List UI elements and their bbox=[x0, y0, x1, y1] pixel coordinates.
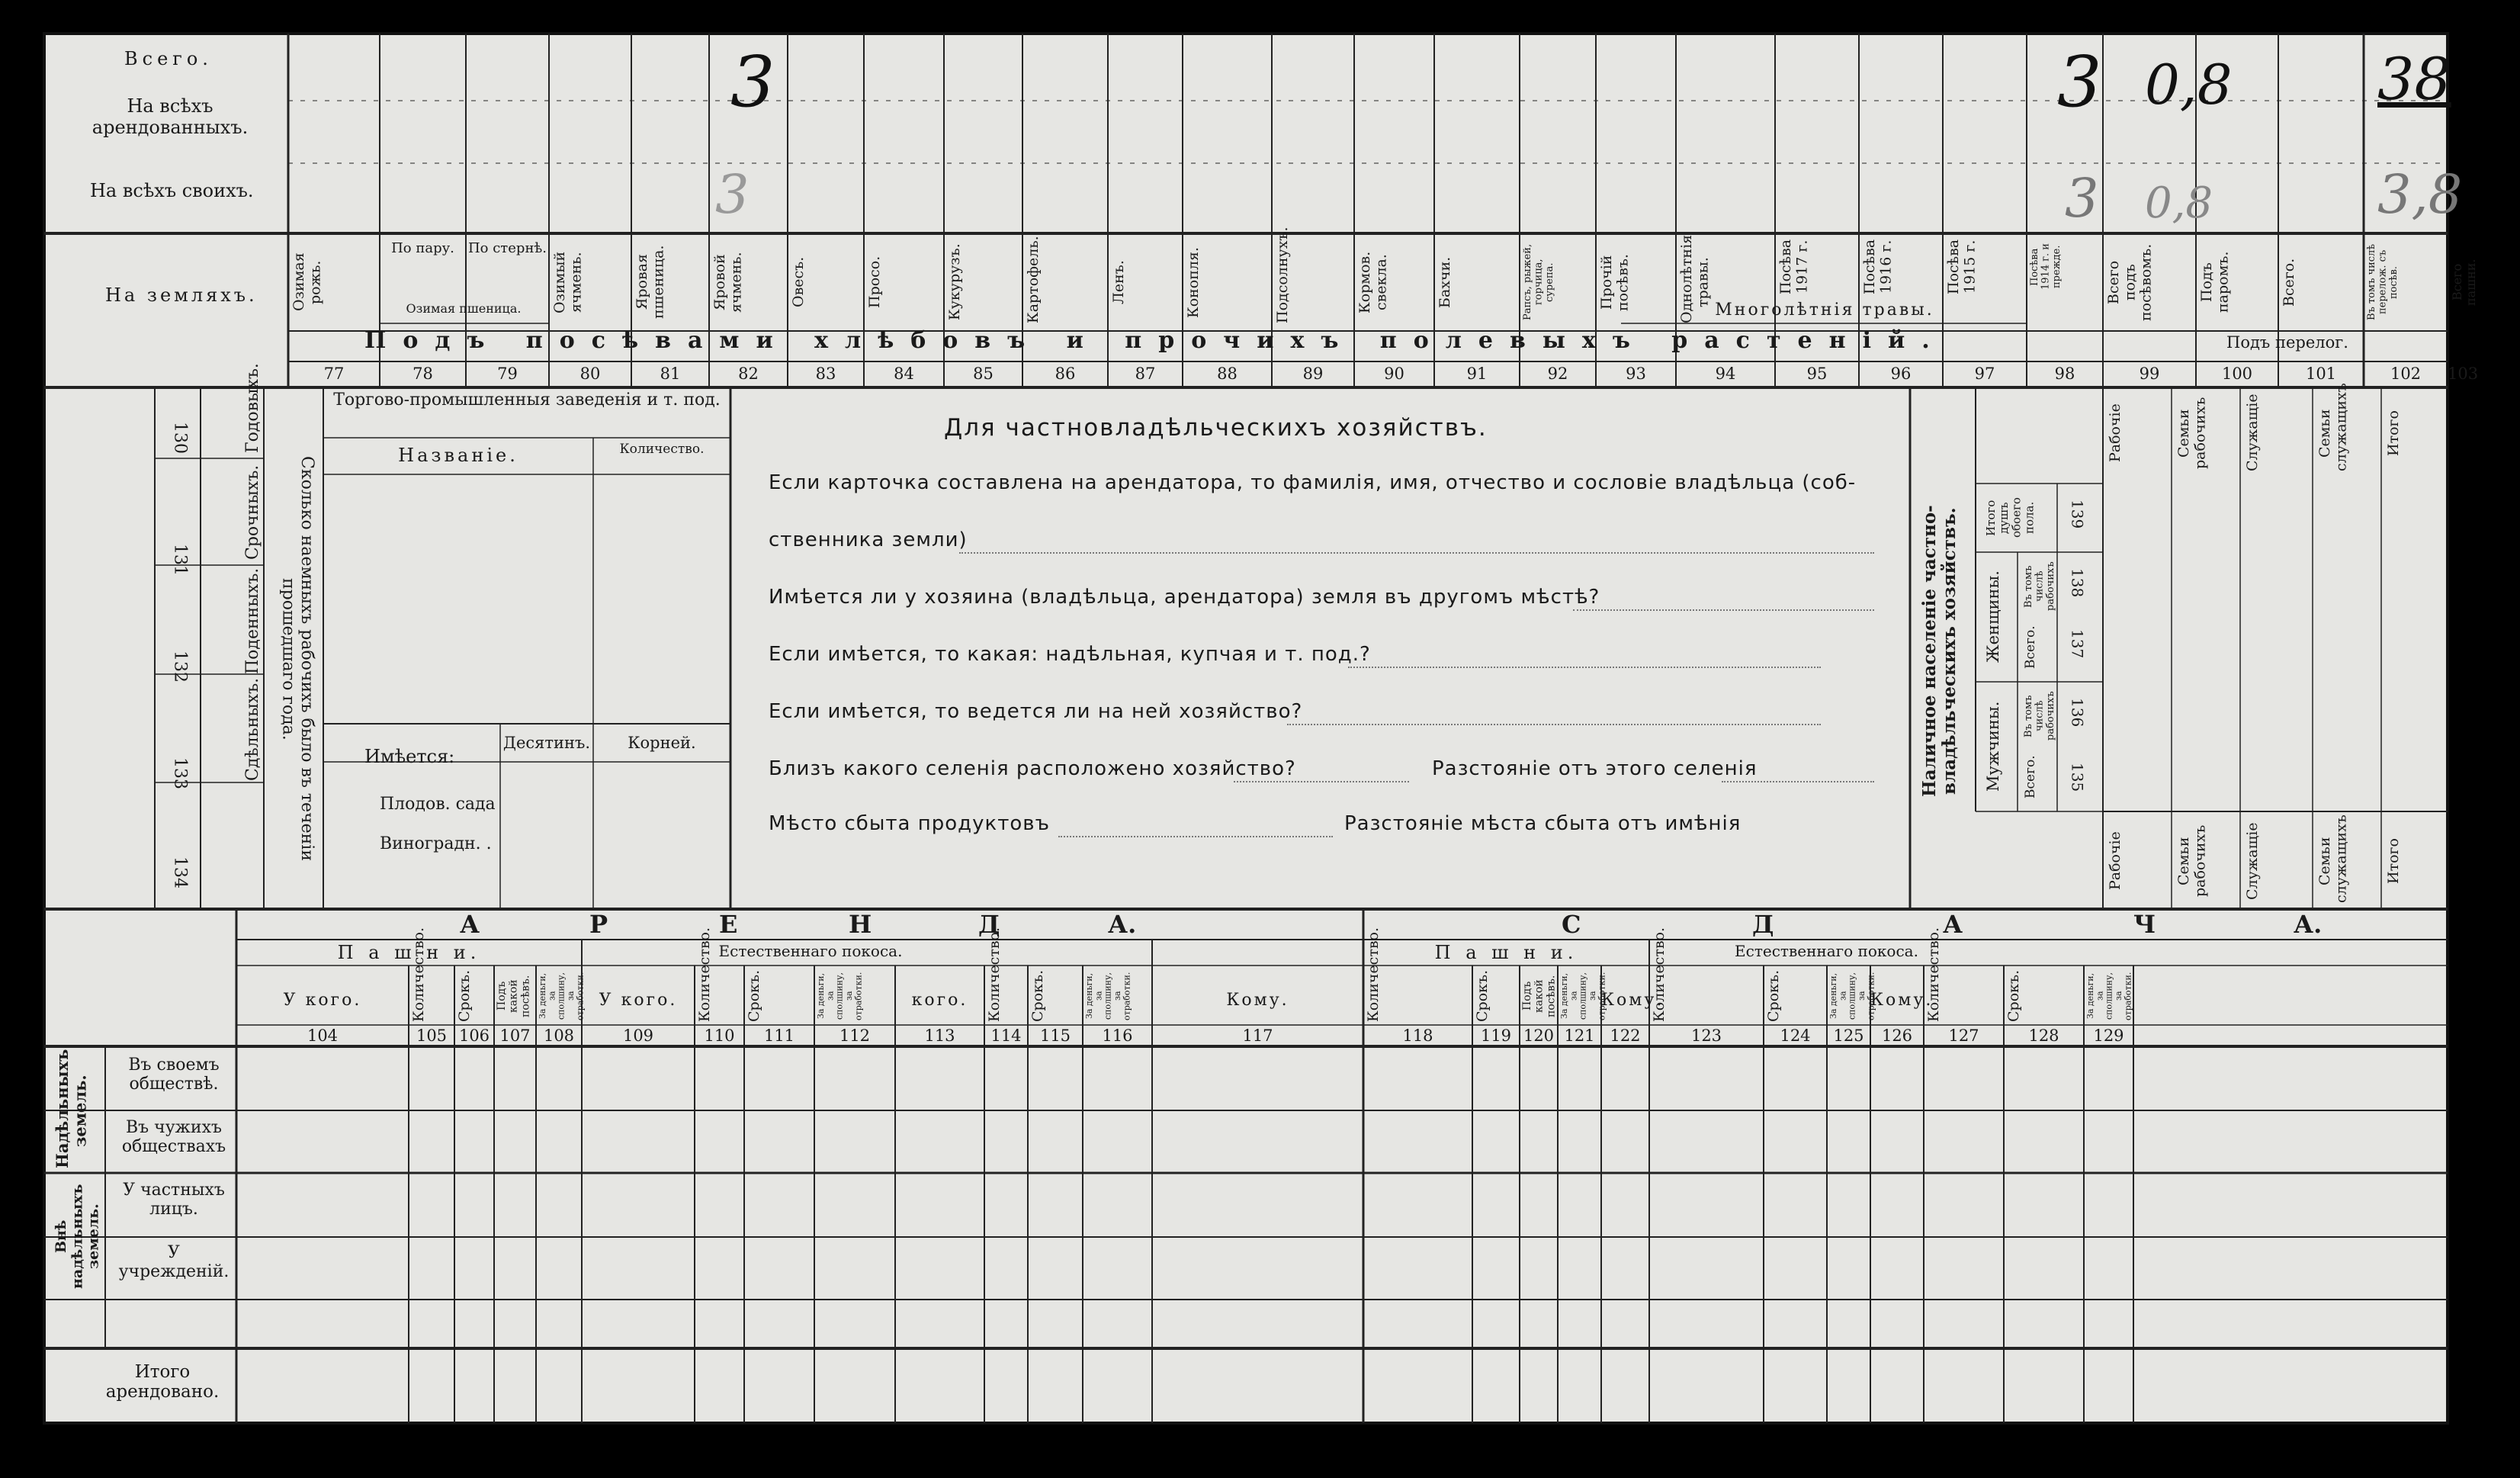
header-103: Всего пашни. bbox=[2450, 259, 2478, 306]
arenda-letter-0: А bbox=[460, 910, 480, 939]
trade-title: Торгово-промышленныя заведенія и т. под. bbox=[333, 390, 721, 410]
row-svoem: Въ своемъ обществѣ. bbox=[128, 1055, 220, 1094]
colnum-82: 82 bbox=[738, 365, 759, 383]
colnum-93: 93 bbox=[1626, 365, 1646, 383]
right-col-top-0: Рабочіе bbox=[2107, 403, 2124, 463]
header-79: По стернѣ. bbox=[467, 240, 547, 256]
form-line-6: Близъ какого селенія расположено хозяйство? bbox=[769, 757, 1296, 780]
arenda-estestv: Естественнаго покоса. bbox=[718, 942, 903, 960]
colnum-77: 77 bbox=[323, 365, 345, 383]
arenda-letter-4: Д bbox=[978, 910, 1000, 939]
label-ne-nadelnyh: Внѣ надѣльныхъ земель. bbox=[53, 1184, 102, 1289]
colnum-78: 78 bbox=[413, 365, 433, 383]
lease-colnum-122: 122 bbox=[1610, 1027, 1641, 1045]
arenda-pashni: П а ш н и. bbox=[337, 942, 481, 963]
header-98: Посѣва 1914 г. и прежде. bbox=[2029, 243, 2063, 291]
num-130: 130 bbox=[170, 422, 190, 454]
lease-colnum-114: 114 bbox=[990, 1027, 1022, 1045]
lease-head-114: Количество. bbox=[986, 927, 1003, 1022]
lease-head-122: Кому. bbox=[1601, 991, 1664, 1010]
row-label-zemlyah: На земляхъ. bbox=[105, 284, 258, 306]
label-podennyh: Поденныхъ. bbox=[243, 567, 262, 674]
lease-colnum-123: 123 bbox=[1690, 1027, 1722, 1045]
sdacha-letter-1: Д bbox=[1752, 910, 1774, 939]
num-132: 132 bbox=[170, 651, 190, 683]
hw-vsego-b: 3 bbox=[2057, 41, 2102, 123]
header-97: Посѣва 1915 г. bbox=[1945, 239, 1979, 295]
colnum-81: 81 bbox=[660, 365, 681, 383]
right-col-top-4: Итого bbox=[2385, 410, 2402, 456]
lease-head-129: За деньги, за сполшину, за отработки. bbox=[2085, 972, 2133, 1020]
right-col-bot-4: Итого bbox=[2385, 838, 2402, 884]
lease-colnum-104: 104 bbox=[307, 1027, 339, 1045]
right-col-top-3: Семьи служащихъ bbox=[2316, 383, 2350, 471]
lease-head-109: У кого. bbox=[599, 991, 678, 1010]
garden-vine-label: Виноградн. . bbox=[380, 834, 492, 853]
row-label-svoih: На всѣхъ своихъ. bbox=[90, 180, 254, 201]
arenda-letter-1: Р bbox=[589, 910, 608, 939]
header-80: Озимый ячмень. bbox=[551, 251, 585, 313]
colnum-94: 94 bbox=[1715, 365, 1736, 383]
sdacha-estestv: Естественнаго покоса. bbox=[1735, 942, 1918, 960]
right-col-bot-2: Служащіе bbox=[2244, 822, 2261, 900]
row-uchrezhdeniy: У учрежденій. bbox=[118, 1243, 230, 1282]
colnum-79: 79 bbox=[497, 365, 518, 383]
num-133: 133 bbox=[170, 757, 190, 789]
form-line-8: Мѣсто сбыта продуктовъ bbox=[769, 812, 1050, 835]
label-sdelnyh: Сдѣльныхъ. bbox=[243, 677, 262, 781]
colnum-100: 100 bbox=[2221, 365, 2253, 383]
label-godovyh: Годовыхъ. bbox=[243, 363, 262, 453]
garden-des-header: Десятинъ. bbox=[502, 734, 591, 752]
pop-men-vsego: Всего. bbox=[2023, 755, 2038, 799]
lease-head-121: За деньги, за сполшину, за отработки. bbox=[1559, 972, 1607, 1020]
arenda-letter-3: Н bbox=[849, 910, 872, 939]
pop-women-vsego: Всего. bbox=[2023, 625, 2038, 670]
lease-colnum-118: 118 bbox=[1402, 1027, 1433, 1045]
garden-korn-header: Корней. bbox=[628, 734, 696, 752]
header-88: Конопля. bbox=[1185, 246, 1202, 318]
lease-head-125: За деньги, за сполшину, за отработки. bbox=[1828, 972, 1876, 1020]
colnum-85: 85 bbox=[973, 365, 994, 383]
num-138: 138 bbox=[2068, 567, 2087, 598]
header-95: Посѣва 1917 г. bbox=[1777, 239, 1811, 295]
lease-colnum-127: 127 bbox=[1948, 1027, 1979, 1045]
row-itogo-arendovano: Итого арендовано. bbox=[105, 1362, 220, 1402]
colnum-80: 80 bbox=[579, 365, 601, 383]
lease-colnum-116: 116 bbox=[1102, 1027, 1133, 1045]
form-line-7: Разстояніе отъ этого селенія bbox=[1432, 757, 1758, 780]
crop-banner: Подъ посѣвами хлѣбовъ и прочихъ полевыхъ растеній. bbox=[364, 327, 1947, 354]
colnum-92: 92 bbox=[1547, 365, 1568, 383]
right-col-top-2: Служащіе bbox=[2244, 394, 2261, 471]
lease-head-105: Количество. bbox=[410, 927, 427, 1022]
lease-head-127: Количество. bbox=[1925, 927, 1942, 1022]
form-line-2: ственника земли) bbox=[769, 529, 968, 551]
num-134: 134 bbox=[170, 856, 190, 888]
colnum-96: 96 bbox=[1890, 365, 1912, 383]
lease-colnum-120: 120 bbox=[1523, 1027, 1555, 1045]
lease-head-124: Срокъ. bbox=[1765, 969, 1782, 1022]
colnum-83: 83 bbox=[815, 365, 836, 383]
header-93: Прочiй посѣвъ. bbox=[1598, 253, 1632, 311]
hw-vsego-c: 0,8 bbox=[2145, 53, 2233, 117]
lease-head-116: За деньги, за сполшину, за отработки. bbox=[1084, 972, 1132, 1020]
lease-head-113: кого. bbox=[911, 991, 968, 1010]
lease-colnum-110: 110 bbox=[704, 1027, 735, 1045]
header-77: Озимая рожь. bbox=[291, 252, 324, 312]
lease-colnum-109: 109 bbox=[622, 1027, 654, 1045]
header-91: Бахчи. bbox=[1437, 256, 1453, 308]
trade-qty-header: Количество. bbox=[619, 442, 705, 457]
lease-head-128: Срокъ. bbox=[2005, 969, 2022, 1022]
lease-head-117: Кому. bbox=[1226, 991, 1289, 1010]
arenda-letter-2: Е bbox=[719, 910, 738, 939]
workers-note: Сколько наемныхъ рабочихъ было въ теченіи прошедшаго года. bbox=[278, 456, 316, 862]
right-col-bot-0: Рабочіе bbox=[2107, 831, 2124, 891]
lease-head-104: У кого. bbox=[283, 991, 362, 1010]
num-139: 139 bbox=[2068, 499, 2087, 529]
lease-head-119: Срокъ. bbox=[1474, 969, 1491, 1022]
colnum-84: 84 bbox=[894, 365, 914, 383]
lease-colnum-125: 125 bbox=[1833, 1027, 1864, 1045]
row-chuzhih: Въ чужихъ обществахъ bbox=[121, 1118, 226, 1157]
lease-colnum-105: 105 bbox=[416, 1027, 448, 1045]
header-96: Посѣва 1916 г. bbox=[1861, 239, 1895, 295]
colnum-88: 88 bbox=[1217, 365, 1238, 383]
census-card: Всего. На всѣхъ арендованныхъ. На всѣхъ своихъ. На земляхъ. Озимая рожь. По пару. По стернѣ. Озимый ячмень. Яровая пшеница. Яровой ячмень. Овесъ. Просо. Кукурузъ. Картофель. Ленъ. Конопля. Подсолнухъ. Кормов. свекла. Бахчи. Рапсъ, рыжей, горчица, сурепа. Прочiй посѣвъ. Однолѣтнія травы. Посѣва 1917 г. Посѣва 1916 г. Посѣва 1915 г. Посѣва 1914 г. и прежде. Всего подъ посѣвомъ. Подъ паромъ. Всего. Въ томъ числѣ перелож. съ посѣв. Всего пашни. 77 78 79 80 81 82 83 84 85 86 87 88 89 90 91 92 93 94 95 96 97 98 99 100 101 102 103 Озимая пшеница. Многолѣтнія травы. Подъ перелог. Подъ посѣвами хлѣбовъ и прочихъ полевыхъ растеній. 3 3 0,8 38 3 3 0,8 3,8 Годовыхъ. Срочныхъ. Поденныхъ. Сдѣльныхъ. 130 131 132 133 134 Сколько наемныхъ рабочихъ было въ теченіи прошедшаго года. Торгово-промышленныя заведенія и т. под. Названіе. Количество. Имѣется: Десятинъ. Корней. Плодов. сада Виноградн. . Для частновладѣльческихъ хозяйствъ. Если карточка составлена на арендатора, то фамилія, имя, отчество и сословіе владѣльца (соб- ственника земли) Имѣется ли у хозяина (владѣльца, арендатора) земля въ другомъ мѣстѣ? Если имѣется, то какая: надѣльная, купчая и т. под.? Если имѣется, то ведется ли на ней хозяйство? Близъ какого селенія расположено хозяйство? Разстояніе отъ этого селенія Мѣсто сбыта продуктовъ Разстояніе мѣста сбыта отъ имѣнія Наличное населеніе частно-владѣльческихъ хозяйствъ. Мужчины. Женщины. Всего. Всего. Въ томъ числѣ рабочихъ Въ томъ числѣ рабочихъ Итого душъ обоего пола. 135 136 137 138 139 Рабочіе Рабочіе Семьи рабочихъ Семьи рабочихъ Служащіе Служащіе Семьи служащихъ Семьи служащихъ Итого Итого А Р Е Н Д А. С Д А Ч А. П а ш н и. Естественнаго покоса. П а ш н и. Естественнаго покоса. У кого. Количество. Срокъ. Подъ какой посѣвъ. За деньги, за сполшину, за отработки. У кого. Количество. Срокъ. За деньги, за сполшину, за отработки. кого. Количество. Срокъ. За деньги, за сполшину, за отработки. Кому. Количество. Срокъ. Подъ какой посѣвъ. За деньги, за сполшину, за отработки. Кому. Количество. Срокъ. За деньги, за сполшину, за отработки. Кому. Количество. Срокъ. За деньги, за сполшину, за отработки. 104 105 106 107 108 109 110 111 112 113 114 115 116 117 118 119 120 121 122 123 124 125 126 127 128 129 Надѣльныхъ земель. Внѣ надѣльныхъ земель. Въ своемъ обществѣ. Въ чужихъ обществахъ У частныхъ лицъ. У учрежденій. Итого арендовано. bbox=[44, 34, 2448, 1423]
garden-has-label: Имѣется: bbox=[364, 746, 455, 767]
lease-colnum-119: 119 bbox=[1480, 1027, 1512, 1045]
num-131: 131 bbox=[170, 544, 190, 576]
colnum-99: 99 bbox=[2139, 365, 2160, 383]
header-81: Яровая пшеница. bbox=[634, 245, 667, 320]
form-line-9: Разстояніе мѣста сбыта отъ имѣнія bbox=[1344, 812, 1742, 835]
row-label-vsego: Всего. bbox=[124, 48, 213, 69]
group-ozimaya: Озимая пшеница. bbox=[406, 301, 522, 316]
colnum-95: 95 bbox=[1806, 365, 1828, 383]
header-82: Яровой ячмень. bbox=[711, 252, 745, 313]
arenda-letter-5: А. bbox=[1108, 910, 1137, 939]
right-col-top-1: Семьи рабочихъ bbox=[2175, 397, 2209, 470]
colnum-86: 86 bbox=[1055, 365, 1076, 383]
header-94: Однолѣтнія травы. bbox=[1678, 234, 1712, 323]
hw-svoi-a: 3 bbox=[715, 163, 750, 226]
header-84: Просо. bbox=[866, 255, 883, 309]
garden-fruit-label: Плодов. сада bbox=[380, 795, 496, 814]
colnum-90: 90 bbox=[1384, 365, 1404, 383]
header-90: Кормов. свекла. bbox=[1356, 251, 1390, 313]
trade-name-header: Названіе. bbox=[398, 445, 518, 466]
lease-head-112: За деньги, за сполшину, за отработки. bbox=[816, 972, 864, 1020]
header-85: Кукурузъ. bbox=[946, 243, 963, 321]
lease-colnum-115: 115 bbox=[1039, 1027, 1071, 1045]
lease-colnum-111: 111 bbox=[763, 1027, 795, 1045]
header-100: Подъ паромъ. bbox=[2198, 251, 2232, 313]
lease-colnum-106: 106 bbox=[458, 1027, 490, 1045]
colnum-101: 101 bbox=[2305, 365, 2337, 383]
group-perelog: Подъ перелог. bbox=[2226, 333, 2348, 352]
lease-colnum-112: 112 bbox=[839, 1027, 871, 1045]
lease-head-120: Подъ какой посѣвъ. bbox=[1521, 975, 1558, 1017]
sdacha-letter-0: С bbox=[1562, 910, 1581, 939]
lease-head-107: Подъ какой посѣвъ. bbox=[496, 975, 532, 1017]
right-col-bot-1: Семьи рабочихъ bbox=[2175, 824, 2209, 898]
num-136: 136 bbox=[2068, 697, 2087, 728]
header-78: По пару. bbox=[391, 240, 454, 256]
lease-colnum-121: 121 bbox=[1564, 1027, 1595, 1045]
hw-vsego-d: 38 bbox=[2377, 45, 2451, 113]
hw-svoi-b: 3 bbox=[2065, 167, 2099, 230]
sdacha-letter-2: А bbox=[1943, 910, 1963, 939]
header-102: Въ томъ числѣ перелож. съ посѣв. bbox=[2366, 243, 2400, 321]
pop-women: Женщины. bbox=[1984, 570, 2002, 663]
pop-itogo: Итого душъ обоего пола. bbox=[1984, 497, 2037, 538]
hw-svoi-c: 0,8 bbox=[2145, 178, 2213, 228]
colnum-97: 97 bbox=[1974, 365, 1995, 383]
lease-head-123: Количество. bbox=[1651, 927, 1668, 1022]
label-srochnyh: Срочныхъ. bbox=[243, 464, 262, 560]
lease-colnum-124: 124 bbox=[1780, 1027, 1811, 1045]
colnum-98: 98 bbox=[2054, 365, 2075, 383]
header-92: Рапсъ, рыжей, горчица, сурепа. bbox=[1522, 243, 1556, 321]
num-137: 137 bbox=[2068, 628, 2087, 659]
form-line-3: Имѣется ли у хозяина (владѣльца, арендатора) земля въ другомъ мѣстѣ? bbox=[769, 586, 1600, 609]
row-label-arendovannyh: На всѣхъ арендованныхъ. bbox=[91, 95, 249, 138]
header-99: Всего подъ посѣвомъ. bbox=[2105, 243, 2155, 321]
lease-head-118: Количество. bbox=[1365, 927, 1382, 1022]
hw-vsego-a: 3 bbox=[730, 41, 775, 123]
sdacha-pashni: П а ш н и. bbox=[1434, 942, 1578, 963]
population-title: Наличное населеніе частно-владѣльческихъ хозяйствъ. bbox=[1919, 505, 1960, 798]
lease-head-115: Срокъ. bbox=[1029, 969, 1046, 1022]
pop-men-rab: Въ томъ числѣ рабочихъ bbox=[2023, 691, 2057, 741]
header-86: Картофель. bbox=[1025, 236, 1042, 323]
form-line-5: Если имѣется, то ведется ли на ней хозяйство? bbox=[769, 700, 1303, 723]
lease-head-111: Срокъ. bbox=[746, 969, 762, 1022]
lease-colnum-113: 113 bbox=[924, 1027, 955, 1045]
lease-head-108: За деньги, за сполшину, за отработки. bbox=[538, 972, 586, 1020]
num-135: 135 bbox=[2068, 762, 2087, 792]
pop-men: Мужчины. bbox=[1984, 701, 2002, 792]
label-nadelnyh: Надѣльныхъ земель. bbox=[53, 1049, 90, 1168]
right-col-bot-3: Семьи служащихъ bbox=[2316, 815, 2350, 903]
lease-colnum-108: 108 bbox=[543, 1027, 575, 1045]
header-89: Подсолнухъ. bbox=[1274, 227, 1291, 323]
form-line-4: Если имѣется, то какая: надѣльная, купчая и т. под.? bbox=[769, 643, 1371, 666]
lease-colnum-129: 129 bbox=[2093, 1027, 2124, 1045]
form-line-1: Если карточка составлена на арендатора, то фамилія, имя, отчество и сословіе владѣльца (соб- bbox=[769, 471, 1857, 494]
lease-colnum-126: 126 bbox=[1881, 1027, 1913, 1045]
colnum-91: 91 bbox=[1466, 365, 1488, 383]
colnum-102: 102 bbox=[2390, 365, 2422, 383]
group-mnogolet: Многолѣтнія травы. bbox=[1715, 300, 1934, 320]
header-101: Всего. bbox=[2281, 258, 2297, 307]
lease-head-110: Количество. bbox=[696, 927, 713, 1022]
pop-women-rab: Въ томъ числѣ рабочихъ bbox=[2023, 561, 2057, 612]
lease-colnum-117: 117 bbox=[1242, 1027, 1273, 1045]
lease-colnum-128: 128 bbox=[2028, 1027, 2059, 1045]
form-title: Для частновладѣльческихъ хозяйствъ. bbox=[944, 414, 1488, 442]
header-83: Овесъ. bbox=[790, 256, 807, 308]
sdacha-letter-4: А. bbox=[2294, 910, 2323, 939]
colnum-87: 87 bbox=[1135, 365, 1156, 383]
lease-colnum-107: 107 bbox=[499, 1027, 531, 1045]
row-chastnyh: У частныхъ лицъ. bbox=[123, 1181, 225, 1219]
colnum-89: 89 bbox=[1302, 365, 1324, 383]
header-87: Ленъ. bbox=[1110, 260, 1127, 304]
hw-svoi-d: 3,8 bbox=[2377, 163, 2463, 226]
lease-head-126: Кому. bbox=[1870, 991, 1934, 1010]
lease-head-106: Срокъ. bbox=[456, 969, 473, 1022]
sdacha-letter-3: Ч bbox=[2133, 910, 2156, 939]
